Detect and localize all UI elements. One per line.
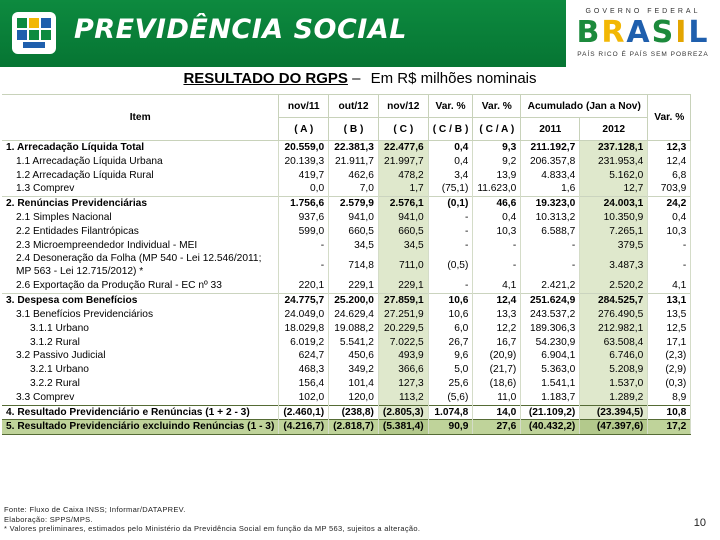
row-value-cell: 113,2 <box>378 391 428 405</box>
row-value-cell: 22.381,3 <box>329 141 379 155</box>
table-row <box>2 211 691 225</box>
row-value-cell: 1.074,8 <box>428 405 473 420</box>
table-row <box>2 279 691 293</box>
row-value-cell: (20,9) <box>473 349 521 363</box>
row-value-cell: 25.200,0 <box>329 294 379 308</box>
row-value-cell: 34,5 <box>329 239 379 253</box>
row-value-cell: 229,1 <box>329 279 379 293</box>
header-bar <box>0 0 720 67</box>
row-label: 2.2 Entidades Filantrópicas <box>2 225 279 239</box>
row-value-cell: 206.357,8 <box>521 155 580 169</box>
col-c-subheader: ( C ) <box>378 118 428 141</box>
row-value-cell: 0,4 <box>428 141 473 155</box>
row-value-cell: 1.289,2 <box>580 391 648 405</box>
slide-title-sub: Em R$ milhões nominais <box>370 70 537 87</box>
row-value-cell: 478,2 <box>378 169 428 183</box>
table-row <box>2 239 691 253</box>
table-row <box>2 169 691 183</box>
row-value-cell: 12,4 <box>648 155 691 169</box>
row-value-cell: 1.183,7 <box>521 391 580 405</box>
row-label: 3.2.2 Rural <box>2 377 279 391</box>
table-row <box>2 225 691 239</box>
row-value-cell: - <box>428 211 473 225</box>
row-value-cell: 711,0 <box>378 252 428 279</box>
row-value-cell: 25,6 <box>428 377 473 391</box>
row-value-cell: 27.251,9 <box>378 308 428 322</box>
row-value-cell: 127,3 <box>378 377 428 391</box>
col-var-acc-header: Var. % <box>648 95 691 141</box>
row-value-cell: 220,1 <box>279 279 329 293</box>
slide-title <box>0 68 720 90</box>
row-value-cell: 24,2 <box>648 197 691 211</box>
col-2012-subheader: 2012 <box>580 118 648 141</box>
row-value-cell: - <box>648 252 691 279</box>
table-row <box>2 363 691 377</box>
row-value-cell: - <box>648 239 691 253</box>
row-value-cell: 284.525,7 <box>580 294 648 308</box>
row-value-cell: 2.421,2 <box>521 279 580 293</box>
row-value-cell: 102,0 <box>279 391 329 405</box>
row-value-cell: (2.818,7) <box>329 420 379 435</box>
row-value-cell: 6.588,7 <box>521 225 580 239</box>
row-value-cell: 714,8 <box>329 252 379 279</box>
row-value-cell: (21.109,2) <box>521 405 580 420</box>
row-value-cell: 493,9 <box>378 349 428 363</box>
row-label: 3.1 Benefícios Previdenciários <box>2 308 279 322</box>
row-value-cell: 13,1 <box>648 294 691 308</box>
row-value-cell: (18,6) <box>473 377 521 391</box>
row-value-cell: 19.323,0 <box>521 197 580 211</box>
row-value-cell: 1,7 <box>378 182 428 196</box>
row-value-cell: 229,1 <box>378 279 428 293</box>
row-label: 3.1.2 Rural <box>2 336 279 350</box>
row-label: 2.1 Simples Nacional <box>2 211 279 225</box>
row-value-cell: 11.623,0 <box>473 182 521 196</box>
row-value-cell: (4.216,7) <box>279 420 329 435</box>
row-value-cell: 9,2 <box>473 155 521 169</box>
row-value-cell: 6.904,1 <box>521 349 580 363</box>
col-ca-subheader: ( C / A ) <box>473 118 521 141</box>
row-value-cell: 12,5 <box>648 322 691 336</box>
row-value-cell: 1.541,1 <box>521 377 580 391</box>
row-value-cell: 26,7 <box>428 336 473 350</box>
row-value-cell: 12,7 <box>580 182 648 196</box>
col-cb-subheader: ( C / B ) <box>428 118 473 141</box>
row-value-cell: 941,0 <box>329 211 379 225</box>
row-value-cell: 18.029,8 <box>279 322 329 336</box>
row-value-cell: 5.208,9 <box>580 363 648 377</box>
row-value-cell: 1,6 <box>521 182 580 196</box>
row-label: 1.2 Arrecadação Líquida Rural <box>2 169 279 183</box>
row-value-cell: 0,0 <box>279 182 329 196</box>
row-value-cell: 0,4 <box>428 155 473 169</box>
row-value-cell: 5.363,0 <box>521 363 580 377</box>
row-value-cell: 12,3 <box>648 141 691 155</box>
row-value-cell: 2.579,9 <box>329 197 379 211</box>
row-label: 5. Resultado Previdenciário excluindo Renúncias (1 - 3) <box>2 420 279 435</box>
header-title: PREVIDÊNCIA SOCIAL <box>74 14 407 45</box>
row-value-cell: (238,8) <box>329 405 379 420</box>
row-label: 1. Arrecadação Líquida Total <box>2 141 279 155</box>
row-value-cell: 2.520,2 <box>580 279 648 293</box>
row-value-cell: (0,1) <box>428 197 473 211</box>
row-label: 2.4 Desoneração da Folha (MP 540 - Lei 12.546/2011; MP 563 - Lei 12.715/2012) * <box>2 252 279 279</box>
row-value-cell: 24.049,0 <box>279 308 329 322</box>
row-value-cell: 120,0 <box>329 391 379 405</box>
table-row <box>2 182 691 196</box>
row-value-cell: 211.192,7 <box>521 141 580 155</box>
table-body <box>2 141 691 435</box>
row-value-cell: - <box>473 252 521 279</box>
gov-top-text: GOVERNO FEDERAL <box>585 8 701 15</box>
table-row <box>2 308 691 322</box>
row-value-cell: 156,4 <box>279 377 329 391</box>
row-value-cell: 27,6 <box>473 420 521 435</box>
col-a-subheader: ( A ) <box>279 118 329 141</box>
row-value-cell: 6,8 <box>648 169 691 183</box>
row-value-cell: - <box>428 225 473 239</box>
row-value-cell: 16,7 <box>473 336 521 350</box>
row-value-cell: 11,0 <box>473 391 521 405</box>
row-value-cell: 1.537,0 <box>580 377 648 391</box>
row-label: 3.2 Passivo Judicial <box>2 349 279 363</box>
col-var-cb-header: Var. % <box>428 95 473 118</box>
row-value-cell: 379,5 <box>580 239 648 253</box>
row-value-cell: 450,6 <box>329 349 379 363</box>
rgps-table <box>2 94 691 435</box>
row-value-cell: 189.306,3 <box>521 322 580 336</box>
row-value-cell: 8,9 <box>648 391 691 405</box>
row-value-cell: 12,2 <box>473 322 521 336</box>
row-value-cell: 212.982,1 <box>580 322 648 336</box>
row-value-cell: 2.576,1 <box>378 197 428 211</box>
row-value-cell: (5.381,4) <box>378 420 428 435</box>
row-value-cell: 251.624,9 <box>521 294 580 308</box>
row-value-cell: 6.019,2 <box>279 336 329 350</box>
table-row <box>2 336 691 350</box>
row-label: 3. Despesa com Benefícios <box>2 294 279 308</box>
row-value-cell: 468,3 <box>279 363 329 377</box>
row-value-cell: 90,9 <box>428 420 473 435</box>
col-nov11-header: nov/11 <box>279 95 329 118</box>
row-value-cell: 3.487,3 <box>580 252 648 279</box>
row-value-cell: (2,3) <box>648 349 691 363</box>
row-value-cell: 6,0 <box>428 322 473 336</box>
row-value-cell: 624,7 <box>279 349 329 363</box>
row-value-cell: 10.313,2 <box>521 211 580 225</box>
slide-title-main: RESULTADO DO RGPS <box>183 70 348 87</box>
row-value-cell: 10,8 <box>648 405 691 420</box>
row-value-cell: 5,0 <box>428 363 473 377</box>
row-value-cell: 24.775,7 <box>279 294 329 308</box>
row-value-cell: 1.756,6 <box>279 197 329 211</box>
slide-title-dash: – <box>352 70 361 87</box>
row-value-cell: 13,3 <box>473 308 521 322</box>
table-row <box>2 420 691 435</box>
table-row <box>2 405 691 420</box>
table-row <box>2 141 691 155</box>
row-value-cell: (2,9) <box>648 363 691 377</box>
row-value-cell: 17,1 <box>648 336 691 350</box>
footer-notes <box>4 505 420 534</box>
row-value-cell: 4.833,4 <box>521 169 580 183</box>
row-label: 3.3 Comprev <box>2 391 279 405</box>
row-value-cell: (75,1) <box>428 182 473 196</box>
row-value-cell: 10,6 <box>428 308 473 322</box>
row-value-cell: 5.541,2 <box>329 336 379 350</box>
col-var-ca-header: Var. % <box>473 95 521 118</box>
rgps-table-container <box>2 94 718 435</box>
table-row <box>2 377 691 391</box>
row-value-cell: 941,0 <box>378 211 428 225</box>
row-value-cell: 0,4 <box>648 211 691 225</box>
row-value-cell: 703,9 <box>648 182 691 196</box>
table-row <box>2 349 691 363</box>
table-row <box>2 155 691 169</box>
row-value-cell: 34,5 <box>378 239 428 253</box>
row-value-cell: (0,3) <box>648 377 691 391</box>
row-value-cell: 7.022,5 <box>378 336 428 350</box>
row-value-cell: 7,0 <box>329 182 379 196</box>
col-item-header: Item <box>2 95 279 141</box>
row-value-cell: 14,0 <box>473 405 521 420</box>
row-value-cell: 17,2 <box>648 420 691 435</box>
row-value-cell: - <box>473 239 521 253</box>
row-value-cell: 937,6 <box>279 211 329 225</box>
row-value-cell: (0,5) <box>428 252 473 279</box>
row-value-cell: - <box>279 252 329 279</box>
row-value-cell: 660,5 <box>329 225 379 239</box>
row-value-cell: 10.350,9 <box>580 211 648 225</box>
row-label: 2.3 Microempreendedor Individual - MEI <box>2 239 279 253</box>
row-value-cell: 63.508,4 <box>580 336 648 350</box>
row-value-cell: 237.128,1 <box>580 141 648 155</box>
row-value-cell: (47.397,6) <box>580 420 648 435</box>
row-value-cell: 27.859,1 <box>378 294 428 308</box>
row-label: 1.1 Arrecadação Líquida Urbana <box>2 155 279 169</box>
row-value-cell: 19.088,2 <box>329 322 379 336</box>
row-value-cell: - <box>279 239 329 253</box>
row-value-cell: 366,6 <box>378 363 428 377</box>
table-row <box>2 252 691 279</box>
col-b-subheader: ( B ) <box>329 118 379 141</box>
table-row <box>2 197 691 211</box>
col-accumulated-header: Acumulado (Jan a Nov) <box>521 95 648 118</box>
row-label: 4. Resultado Previdenciário e Renúncias (1 + 2 - 3) <box>2 405 279 420</box>
row-value-cell: (21,7) <box>473 363 521 377</box>
row-value-cell: (23.394,5) <box>580 405 648 420</box>
row-value-cell: 660,5 <box>378 225 428 239</box>
brasil-wordmark: BRASIL <box>576 15 710 50</box>
row-value-cell: 12,4 <box>473 294 521 308</box>
row-label: 3.2.1 Urbano <box>2 363 279 377</box>
row-value-cell: 21.997,7 <box>378 155 428 169</box>
row-value-cell: - <box>428 279 473 293</box>
row-value-cell: 10,3 <box>473 225 521 239</box>
row-value-cell: 4,1 <box>648 279 691 293</box>
row-value-cell: 462,6 <box>329 169 379 183</box>
footer-elaboration: Elaboração: SPPS/MPS. <box>4 514 93 524</box>
row-value-cell: 243.537,2 <box>521 308 580 322</box>
row-value-cell: 6.746,0 <box>580 349 648 363</box>
row-value-cell: 13,5 <box>648 308 691 322</box>
row-value-cell: 7.265,1 <box>580 225 648 239</box>
row-label: 3.1.1 Urbano <box>2 322 279 336</box>
row-value-cell: 13,9 <box>473 169 521 183</box>
brasil-government-logo <box>566 0 720 67</box>
row-value-cell: 349,2 <box>329 363 379 377</box>
row-value-cell: 10,6 <box>428 294 473 308</box>
previdencia-logo <box>12 12 56 54</box>
row-value-cell: - <box>521 252 580 279</box>
row-value-cell: - <box>521 239 580 253</box>
row-value-cell: 101,4 <box>329 377 379 391</box>
row-value-cell: 231.953,4 <box>580 155 648 169</box>
table-header-row-1 <box>2 95 691 118</box>
row-value-cell: 599,0 <box>279 225 329 239</box>
row-value-cell: 3,4 <box>428 169 473 183</box>
row-value-cell: 9,3 <box>473 141 521 155</box>
row-value-cell: (2.460,1) <box>279 405 329 420</box>
row-value-cell: (40.432,2) <box>521 420 580 435</box>
row-label: 1.3 Comprev <box>2 182 279 196</box>
row-value-cell: 20.229,5 <box>378 322 428 336</box>
row-value-cell: (2.805,3) <box>378 405 428 420</box>
footer-note: * Valores preliminares, estimados pelo Ministério da Previdência Social em função da MP 563, sujeitos a alteração. <box>4 524 421 533</box>
table-row <box>2 391 691 405</box>
table-row <box>2 322 691 336</box>
row-value-cell: 5.162,0 <box>580 169 648 183</box>
row-value-cell: 20.139,3 <box>279 155 329 169</box>
row-value-cell: 0,4 <box>473 211 521 225</box>
row-value-cell: 24.003,1 <box>580 197 648 211</box>
row-label: 2. Renúncias Previdenciárias <box>2 197 279 211</box>
row-value-cell: 10,3 <box>648 225 691 239</box>
page-number: 10 <box>693 517 706 529</box>
row-value-cell: 9,6 <box>428 349 473 363</box>
col-2011-subheader: 2011 <box>521 118 580 141</box>
row-label: 2.6 Exportação da Produção Rural - EC nº 33 <box>2 279 279 293</box>
table-row <box>2 294 691 308</box>
row-value-cell: 4,1 <box>473 279 521 293</box>
row-value-cell: 24.629,4 <box>329 308 379 322</box>
row-value-cell: 419,7 <box>279 169 329 183</box>
row-value-cell: (5,6) <box>428 391 473 405</box>
row-value-cell: 20.559,0 <box>279 141 329 155</box>
row-value-cell: - <box>428 239 473 253</box>
gov-slogan: PAÍS RICO É PAÍS SEM POBREZA <box>577 51 709 58</box>
row-value-cell: 54.230,9 <box>521 336 580 350</box>
col-nov12-header: nov/12 <box>378 95 428 118</box>
row-value-cell: 21.911,7 <box>329 155 379 169</box>
col-out12-header: out/12 <box>329 95 379 118</box>
row-value-cell: 276.490,5 <box>580 308 648 322</box>
row-value-cell: 22.477,6 <box>378 141 428 155</box>
row-value-cell: 46,6 <box>473 197 521 211</box>
footer-source: Fonte: Fluxo de Caixa INSS; Informar/DATAPREV. <box>4 505 186 514</box>
